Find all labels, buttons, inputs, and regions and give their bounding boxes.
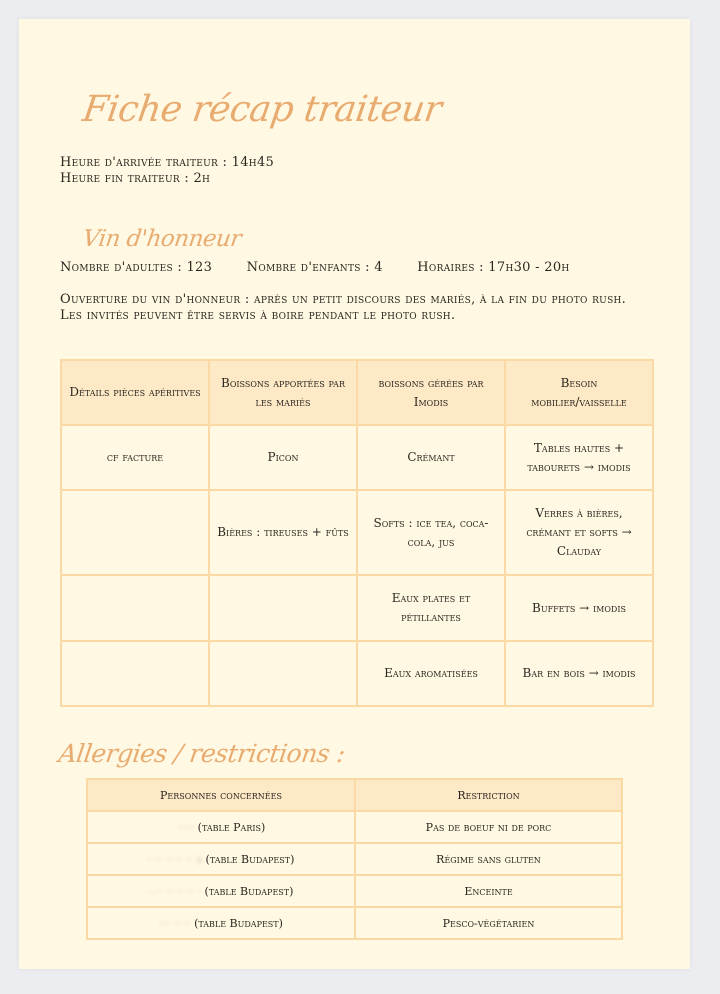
table-cell (61, 641, 209, 706)
table-cell: Eaux aromatisées (357, 641, 505, 706)
table-header: boissons gérées par Imodis (357, 360, 505, 425)
table-header: Personnes concernées (87, 779, 355, 811)
table-cell (209, 575, 357, 641)
vin-description: Ouverture du vin d'honneur : après un petit discours des mariés, à la fin du photo rush. Les invités peuvent être servis à boire pendant le photo rush. (60, 292, 627, 323)
document-page (19, 19, 690, 969)
table-row (87, 907, 622, 939)
redacted-name: ·.·· ·· ·· ·· · (148, 884, 202, 898)
redacted-name: · ·· ·· ·· ·· s (147, 852, 203, 866)
table-cell: Bar en bois → imodis (505, 641, 653, 706)
table-cell (61, 490, 209, 575)
person-cell (87, 907, 355, 939)
allergy-table (86, 778, 623, 940)
person-cell (87, 843, 355, 875)
page-title: Fiche récap traiteur (80, 89, 444, 130)
table-row (61, 490, 653, 575)
table-cell (61, 575, 209, 641)
table-header-row (87, 779, 622, 811)
table-cell: Picon (209, 425, 357, 490)
vin-honneur-table (60, 359, 654, 707)
adults-count: Nombre d'adultes : 123 (60, 260, 213, 275)
restriction-cell: Enceinte (355, 875, 622, 907)
person-cell (87, 875, 355, 907)
guest-counts (60, 260, 600, 275)
table-cell: cf facture (61, 425, 209, 490)
table-header: Boissons apportées par les mariés (209, 360, 357, 425)
table-row (61, 575, 653, 641)
table-row (61, 425, 653, 490)
table-cell (209, 641, 357, 706)
vin-honneur-heading: Vin d'honneur (81, 226, 243, 252)
person-table: (table Budapest) (205, 852, 295, 866)
table-cell: Softs : ice tea, coca-cola, jus (357, 490, 505, 575)
table-cell: Verres à bières, crémant et softs → Clauday (505, 490, 653, 575)
table-cell: Buffets → imodis (505, 575, 653, 641)
table-cell: Eaux plates et pétillantes (357, 575, 505, 641)
caterer-arrival: Heure d'arrivée traiteur : 14h45 (60, 155, 275, 170)
person-table: (table Paris) (197, 820, 266, 834)
restriction-cell: Pas de boeuf ni de porc (355, 811, 622, 843)
table-header: Besoin mobilier/vaisselle (505, 360, 653, 425)
table-cell: Crémant (357, 425, 505, 490)
children-count: Nombre d'enfants : 4 (246, 260, 383, 275)
table-header: Détails pièces apéritives (61, 360, 209, 425)
table-row (61, 641, 653, 706)
person-table: (table Budapest) (204, 884, 294, 898)
caterer-end: Heure fin traiteur : 2h (60, 171, 211, 186)
hours: Horaires : 17h30 - 20h (417, 260, 570, 275)
allergies-heading: Allergies / restrictions : (56, 739, 347, 768)
table-cell: Bières : tireuses + fûts (209, 490, 357, 575)
table-row (87, 811, 622, 843)
table-row (87, 875, 622, 907)
redacted-name: ····· (176, 820, 195, 834)
table-cell: Tables hautes + tabourets → imodis (505, 425, 653, 490)
person-cell (87, 811, 355, 843)
table-header: Restriction (355, 779, 622, 811)
redacted-name: ··· ·· ·· (159, 916, 191, 930)
person-table: (table Budapest) (194, 916, 283, 930)
restriction-cell: Régime sans gluten (355, 843, 622, 875)
table-header-row (61, 360, 653, 425)
caterer-times (60, 155, 274, 187)
restriction-cell: Pesco-végétarien (355, 907, 622, 939)
table-row (87, 843, 622, 875)
